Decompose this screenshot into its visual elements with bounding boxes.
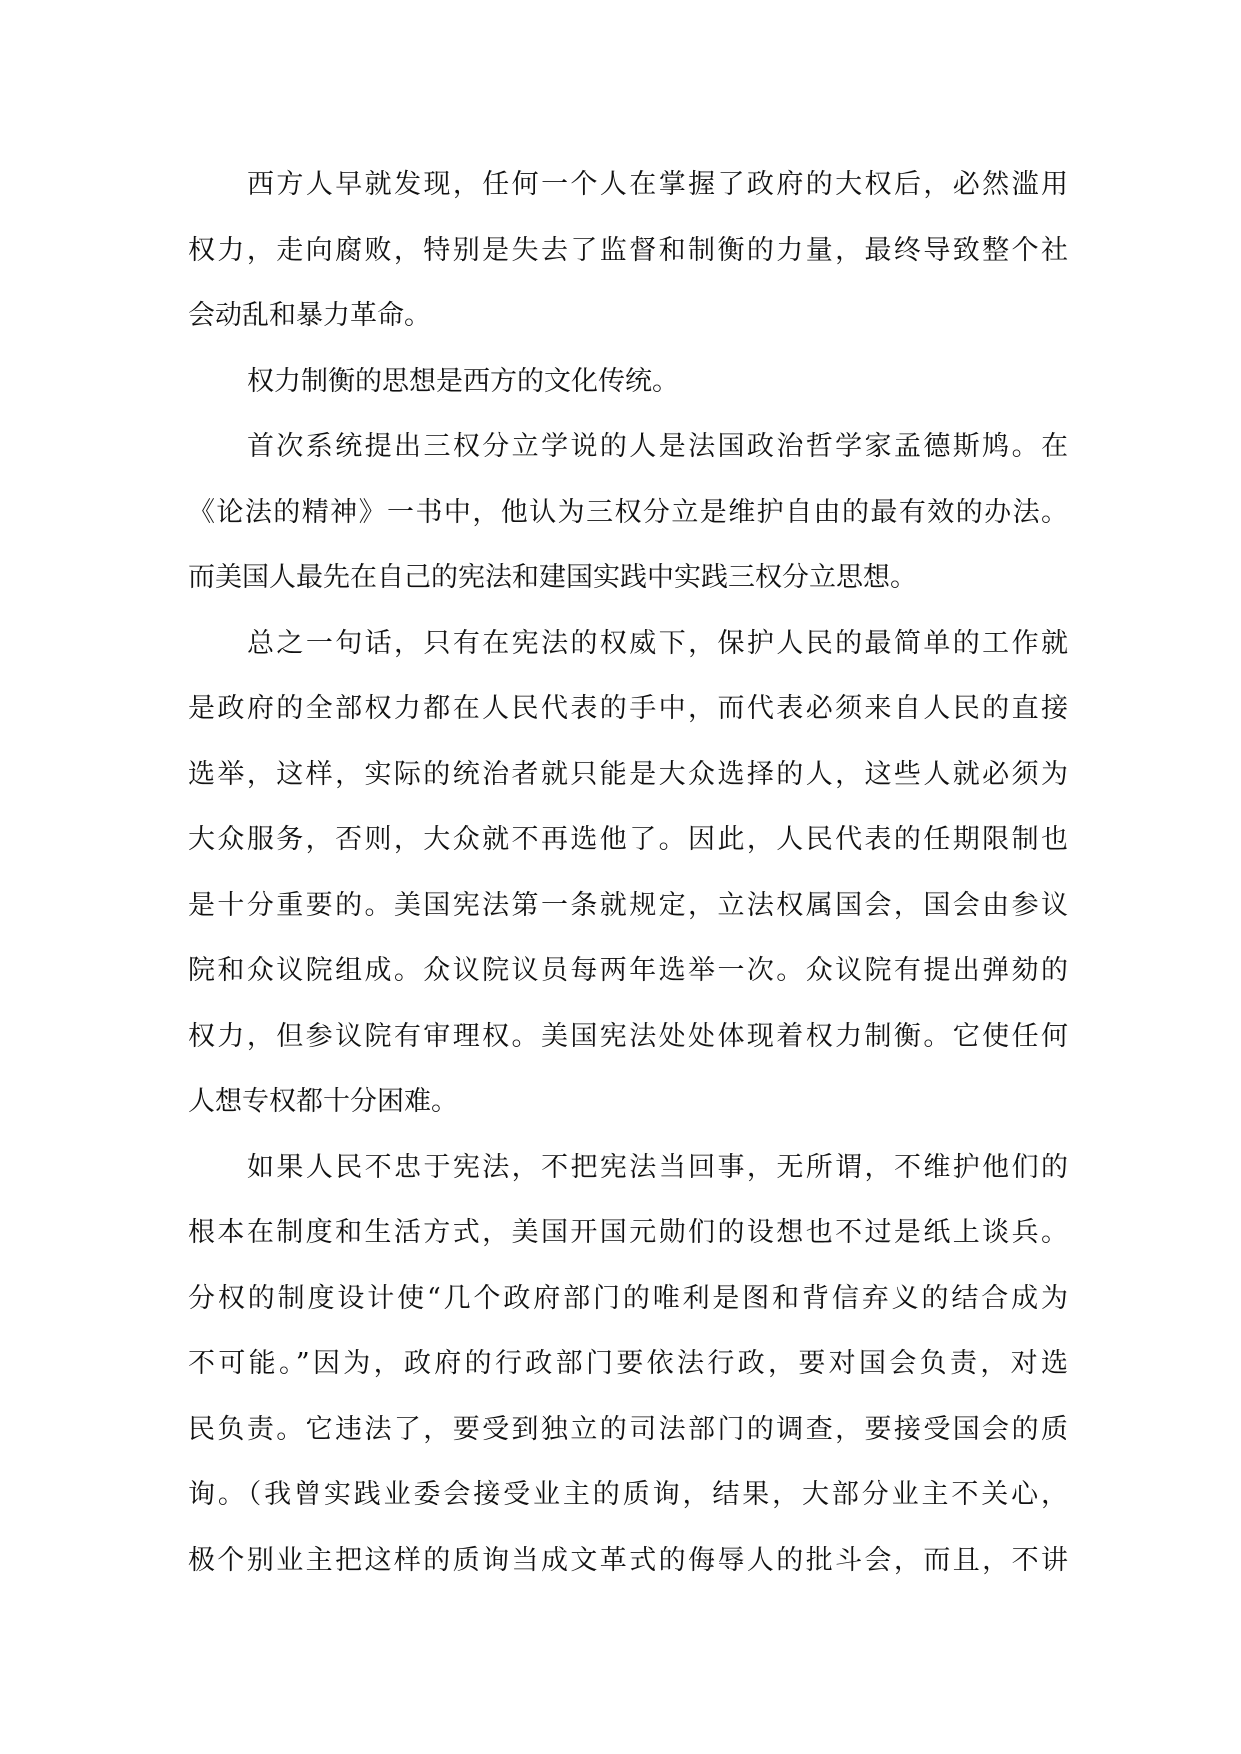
text-line: 是政府的全部权力都在人民代表的手中，而代表必须来自人民的直接 [188, 693, 1068, 724]
text-line: 院和众议院组成。众议院议员每两年选举一次。众议院有提出弹劾的 [188, 955, 1068, 986]
text-line: 权力，走向腐败，特别是失去了监督和制衡的力量，最终导致整个社 [188, 235, 1068, 266]
text-line: 总之一句话，只有在宪法的权威下，保护人民的最简单的工作就 [247, 628, 1068, 659]
text-line: 极个别业主把这样的质询当成文革式的侮辱人的批斗会，而且，不讲 [188, 1545, 1068, 1576]
text-line: 如果人民不忠于宪法，不把宪法当回事，无所谓，不维护他们的 [247, 1152, 1068, 1183]
text-line: 大众服务，否则，大众就不再选他了。因此，人民代表的任期限制也 [188, 824, 1068, 855]
text-line: 《论法的精神》一书中，他认为三权分立是维护自由的最有效的办法。 [188, 497, 1068, 528]
text-line: 询。（我曾实践业委会接受业主的质询，结果，大部分业主不关心， [188, 1479, 1068, 1510]
text-line: 权力制衡的思想是西方的文化传统。 [247, 366, 679, 397]
text-line: 分权的制度设计使“几个政府部门的唯利是图和背信弃义的结合成为 [188, 1283, 1068, 1314]
text-line: 权力，但参议院有审理权。美国宪法处处体现着权力制衡。它使任何 [188, 1021, 1068, 1052]
text-line: 根本在制度和生活方式，美国开国元勋们的设想也不过是纸上谈兵。 [188, 1217, 1068, 1248]
text-line: 民负责。它违法了，要受到独立的司法部门的调查，要接受国会的质 [188, 1414, 1068, 1445]
text-line: 而美国人最先在自己的宪法和建国实践中实践三权分立思想。 [188, 562, 917, 593]
text-line: 人想专权都十分困难。 [188, 1086, 458, 1117]
text-line: 选举，这样，实际的统治者就只能是大众选择的人，这些人就必须为 [188, 759, 1068, 790]
text-line: 不可能。”因为，政府的行政部门要依法行政，要对国会负责，对选 [188, 1348, 1068, 1379]
text-line: 首次系统提出三权分立学说的人是法国政治哲学家孟德斯鸠。在 [247, 431, 1068, 462]
text-line: 西方人早就发现，任何一个人在掌握了政府的大权后，必然滥用 [247, 169, 1068, 200]
text-line: 是十分重要的。美国宪法第一条就规定，立法权属国会，国会由参议 [188, 890, 1068, 921]
text-line: 会动乱和暴力革命。 [188, 300, 431, 331]
